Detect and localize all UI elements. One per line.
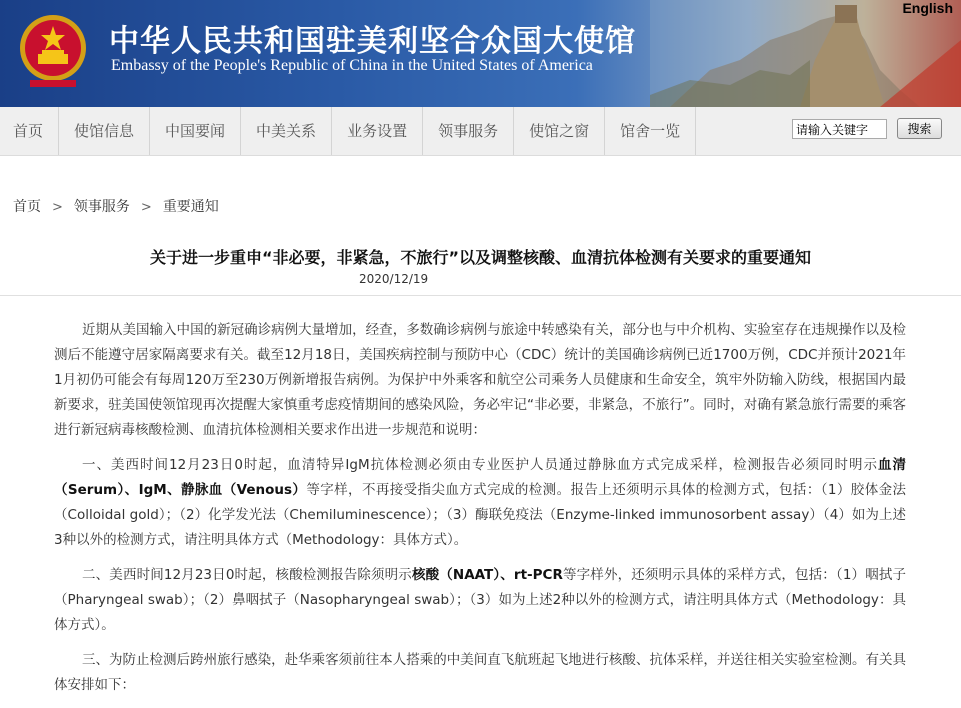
paragraph-intro: 近期从美国输入中国的新冠确诊病例大量增加，经查，多数确诊病例与旅途中转感染有关，部分也与中介机构、实验室存在违规操作以及检测后不能遵守居家隔离要求有关。截至12月18日，美国疾病控制与预防中心（CDC）统计的美国确诊病例已近1700万例，CDC并预计2021年1月初仍可能会有每周120万至230万例新增报告病例。为保护中外乘客和航空公司乘务人员健康和生命安全，筑牢外防输入防线，根据国内最新要求，驻美国使领馆现再次提醒大家慎重考虑疫情期间的感染风险，务必牢记“非必要，非紧急，不旅行”。同时，对确有紧急旅行需要的乘客进行新冠病毒核酸检测、血清抗体检测相关要求作出进一步规范和说明： bbox=[54, 322, 906, 438]
embassy-title-cn: 中华人民共和国驻美利坚合众国大使馆 bbox=[109, 24, 636, 59]
main-nav bbox=[0, 107, 961, 156]
breadcrumb bbox=[13, 196, 219, 216]
nav-item-business[interactable]: 业务设置 bbox=[332, 107, 423, 155]
paragraph-sampling: 三、为防止检测后跨州旅行感染，赴华乘客须前往本人搭乘的中美间直飞航班起飞地进行核酸、抗体采样，并送往相关实验室检测。有关具体安排如下： bbox=[54, 652, 906, 693]
publish-date: 2020/12/19 bbox=[359, 272, 429, 286]
breadcrumb-separator: > bbox=[140, 200, 152, 215]
header-banner bbox=[0, 0, 961, 107]
search-input[interactable] bbox=[792, 119, 887, 139]
embassy-title-en: Embassy of the People's Republic of China in the United States of America bbox=[111, 57, 593, 74]
divider bbox=[0, 295, 961, 296]
nav-item-embassy-info[interactable]: 使馆信息 bbox=[59, 107, 150, 155]
page-title: 关于进一步重申“非必要，非紧急，不旅行”以及调整核酸、血清抗体检测有关要求的重要通知 bbox=[149, 248, 812, 267]
paragraph-nucleic-acid: 二、美西时间12月23日0时起，核酸检测报告除须明示核酸（NAAT）、rt-PCR等字样外，还须明示具体的采样方式，包括：（1）咽拭子（Pharyngeal swab）；（2）鼻咽拭子（Nasopharyngeal swab）；（3）如为上述2种以外的检测方式，请注明具体方式（Methodology：具体方式）。 bbox=[54, 567, 906, 633]
nav-items bbox=[0, 107, 696, 155]
nav-item-china-news[interactable]: 中国要闻 bbox=[150, 107, 241, 155]
nav-item-china-us-relations[interactable]: 中美关系 bbox=[241, 107, 332, 155]
national-emblem-icon bbox=[16, 10, 90, 92]
great-wall-image bbox=[650, 0, 961, 107]
breadcrumb-notice[interactable]: 重要通知 bbox=[162, 199, 219, 215]
article-body bbox=[54, 318, 906, 708]
nav-item-consular[interactable]: 领事服务 bbox=[423, 107, 514, 155]
breadcrumb-consular[interactable]: 领事服务 bbox=[73, 199, 130, 215]
search-button[interactable]: 搜索 bbox=[897, 118, 942, 139]
breadcrumb-separator: > bbox=[52, 200, 63, 215]
breadcrumb-home[interactable]: 首页 bbox=[13, 199, 41, 215]
english-link[interactable]: English bbox=[902, 0, 953, 16]
nav-item-home[interactable]: 首页 bbox=[0, 107, 59, 155]
nav-item-buildings[interactable]: 馆舍一览 bbox=[605, 107, 696, 155]
paragraph-antibody: 一、美西时间12月23日0时起，血清特异IgM抗体检测必须由专业医护人员通过静脉血方式完成采样，检测报告必须同时明示血清（Serum）、IgM、静脉血（Venous）等字样，不再接受指尖血方式完成的检测。报告上还须明示具体的检测方式，包括：（1）胶体金法（Colloidal gold）；（2）化学发光法（Chemiluminescence）；（3）酶联免疫法（Enzyme-linked immunosorbent assay）（4）如为上述3种以外的检测方式，请注明具体方式（Methodology：具体方式）。 bbox=[54, 457, 907, 548]
nav-item-embassy-window[interactable]: 使馆之窗 bbox=[514, 107, 605, 155]
